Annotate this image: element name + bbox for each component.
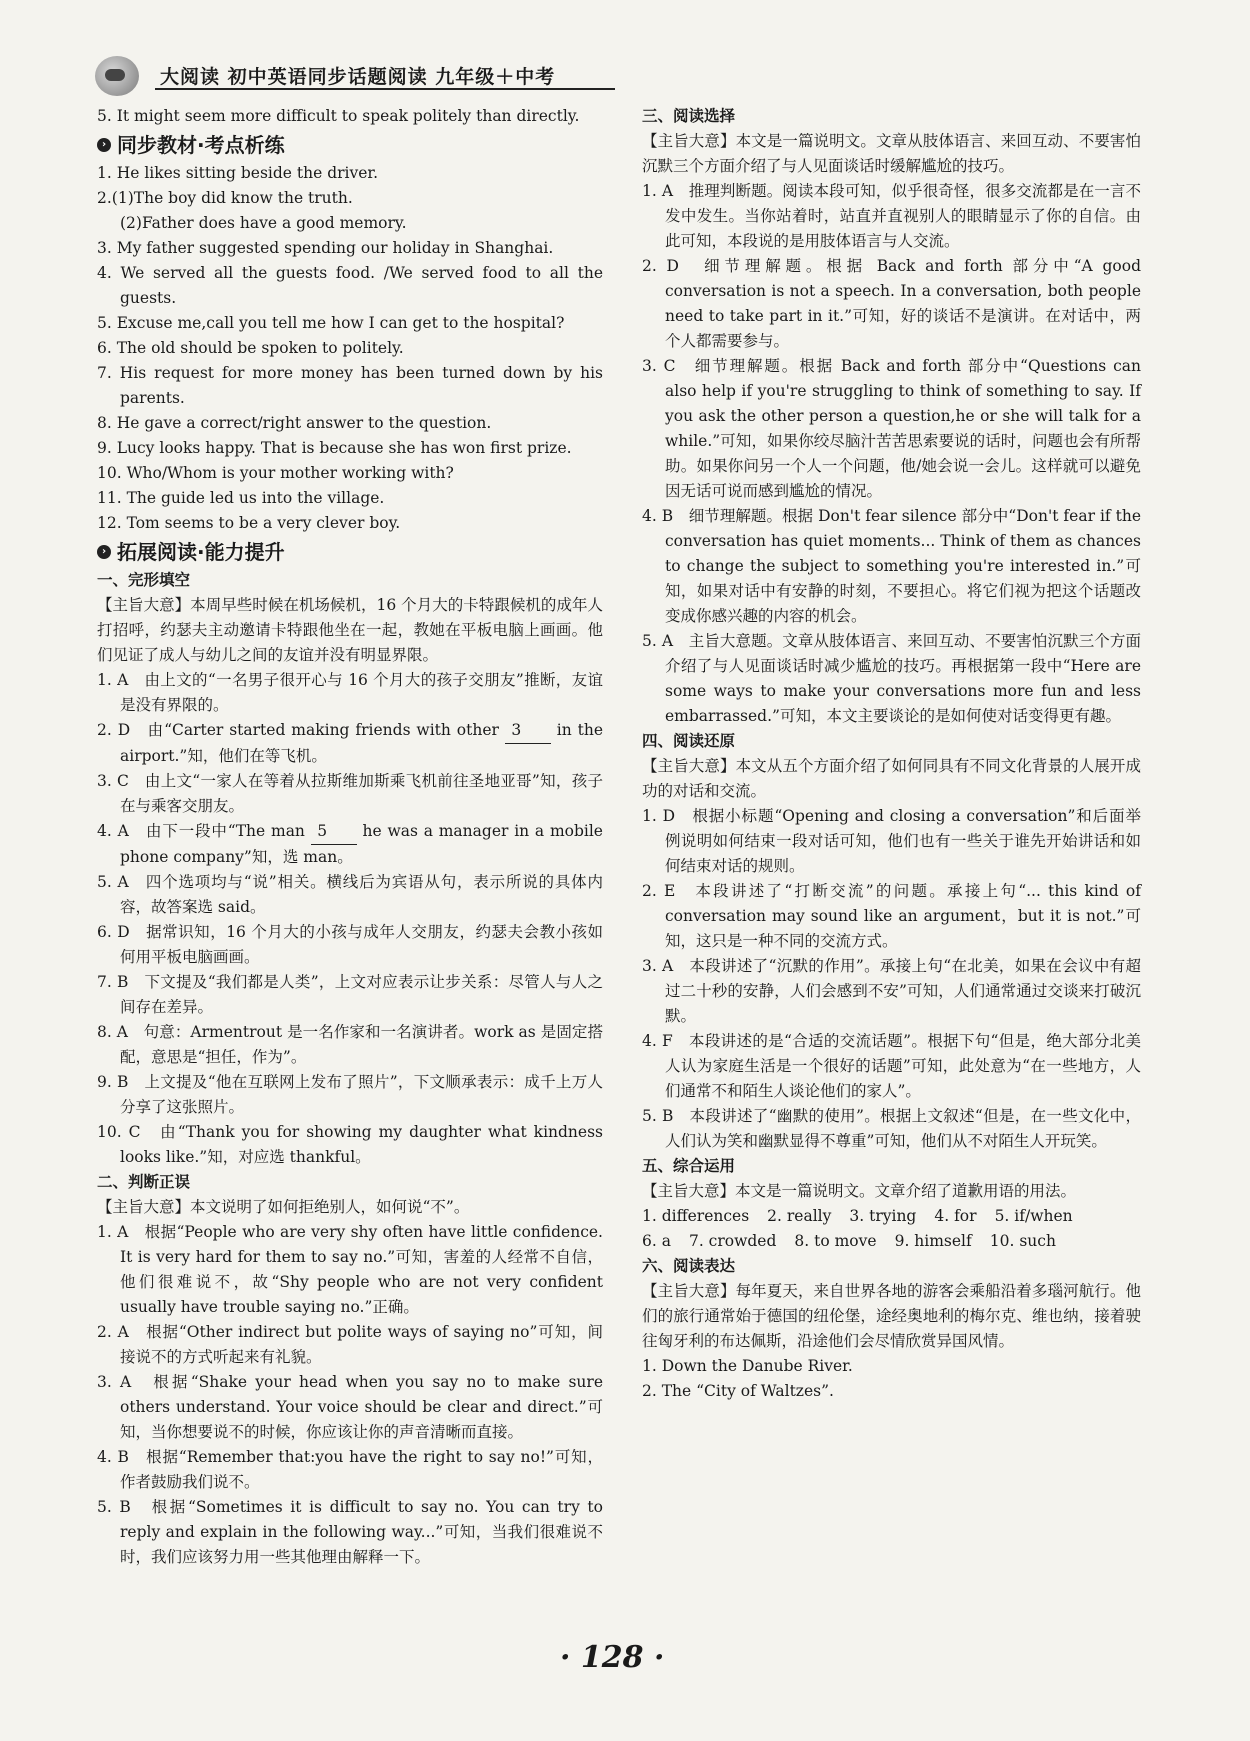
bullet-arrow-icon: › (97, 545, 111, 559)
answer-item: 12. Tom seems to be a very clever boy. (97, 514, 401, 532)
answer-item: 10. Who/Whom is your mother working with? (97, 464, 454, 482)
part-title: 四、阅读还原 (642, 732, 736, 750)
page-number: · 128 · (560, 1640, 665, 1675)
answer-item: 10. C 由“Thank you for showing my daughter what kindness looks like.”知，对应选 thankful。 (97, 1123, 603, 1166)
answer-item: 6. The old should be spoken to politely. (97, 339, 404, 357)
answer-item: 5. B 本段讲述了“幽默的使用”。根据上文叙述“但是，在一些文化中，人们认为笑和幽默显得不尊重”可知，他们从不对陌生人开玩笑。 (642, 1107, 1141, 1150)
answer-item: 2. A 根据“Other indirect but polite ways of saying no”可知，间接说不的方式听起来有礼貌。 (97, 1323, 603, 1366)
answer-item: 5. Excuse me,call you tell me how I can get to the hospital? (97, 314, 565, 332)
answer-item: (2)Father does have a good memory. (120, 214, 407, 232)
answer-item: 5. A 主旨大意题。文章从肢体语言、来回互动、不要害怕沉默三个方面介绍了与人见面谈话时减少尴尬的技巧。再根据第一段中“Here are some ways to make your conversations more fun and less embarrassed.”可知，本文主要谈论的是如何使对话变得更有趣。 (642, 632, 1141, 725)
main-idea: 【主旨大意】本文是一篇说明文。文章介绍了道歉用语的用法。 (642, 1182, 1077, 1200)
header-rule (155, 88, 615, 90)
answer-item: 8. A 句意：Armentrout 是一名作家和一名演讲者。work as 是固定搭配，意思是“担任，作为”。 (97, 1023, 603, 1066)
answer-item: 3. My father suggested spending our holiday in Shanghai. (97, 239, 554, 257)
part-title: 六、阅读表达 (642, 1257, 736, 1275)
section-heading: › 拓展阅读·能力提升 (97, 536, 603, 568)
answer-item: 9. B 上文提及“他在互联网上发布了照片”，下文顺承表示：成千上万人分享了这张照片。 (97, 1073, 603, 1116)
answer-item: 6. D 据常识知，16 个月大的小孩与成年人交朋友，约瑟夫会教小孩如何用平板电脑画画。 (97, 923, 603, 966)
answer-item: 2. The “City of Waltzes”. (642, 1382, 834, 1400)
answer-item: 1. A 推理判断题。阅读本段可知，似乎很奇怪，很多交流都是在一言不发中发生。当你站着时，站直并直视别人的眼睛显示了你的自信。由此可知，本段说的是用肢体语言与人交流。 (642, 182, 1141, 250)
word-answers-row (642, 1229, 1141, 1254)
answer-item: 2. D 由“Carter started making friends with other 3 in the airport.”知，他们在等飞机。 (97, 718, 603, 769)
answer-item: 7. B 下文提及“我们都是人类”，上文对应表示让步关系：尽管人与人之间存在差异。 (97, 973, 603, 1016)
answer-item: 2. D 细节理解题。根据 Back and forth 部分中“A good conversation is not a speech. In a conversation, both people need to take part in it.”可知，好的谈话不是演讲。在对话中，两个人都需要参与。 (642, 257, 1141, 350)
main-idea: 【主旨大意】本文从五个方面介绍了如何同具有不同文化背景的人展开成功的对话和交流。 (642, 757, 1141, 800)
main-idea: 【主旨大意】每年夏天，来自世界各地的游客会乘船沿着多瑙河航行。他们的旅行通常始于德国的纽伦堡，途经奥地利的梅尔克、维也纳，接着驶往匈牙利的布达佩斯，沿途他们会尽情欣赏异国风情。 (642, 1282, 1141, 1350)
carry-over-line: 5. It might seem more difficult to speak politely than directly. (97, 107, 580, 125)
answer-item: 1. D 根据小标题“Opening and closing a conversation”和后面举例说明如何结束一段对话可知，他们也有一些关于谁先开始讲话和如何结束对话的规则。 (642, 807, 1141, 875)
main-idea: 【主旨大意】本文是一篇说明文。文章从肢体语言、来回互动、不要害怕沉默三个方面介绍了与人见面谈话时缓解尴尬的技巧。 (642, 132, 1141, 175)
word-answer: 8. to move (794, 1232, 877, 1250)
left-column (97, 104, 603, 1570)
word-answer: 4. for (934, 1207, 977, 1225)
part-title: 三、阅读选择 (642, 107, 736, 125)
answer-item: 9. Lucy looks happy. That is because she has won first prize. (97, 439, 572, 457)
word-answer: 9. himself (894, 1232, 972, 1250)
answer-item: 7. His request for more money has been turned down by his parents. (97, 364, 603, 407)
answer-item: 1. A 由上文的“一名男子很开心与 16 个月大的孩子交朋友”推断，友谊是没有界限的。 (97, 671, 603, 714)
word-answer: 6. a (642, 1232, 671, 1250)
word-answer: 10. such (989, 1232, 1056, 1250)
answer-item: 8. He gave a correct/right answer to the question. (97, 414, 492, 432)
answer-item: 1. A 根据“People who are very shy often have little confidence. It is very hard for them to say no.”可知，害羞的人经常不自信，他们很难说不，故“Shy people who are not very confident usually have trouble saying no.”正确。 (97, 1223, 603, 1316)
main-idea: 【主旨大意】本周早些时候在机场候机，16 个月大的卡特跟候机的成年人打招呼，约瑟夫主动邀请卡特跟他坐在一起，教她在平板电脑上画画。他们见证了成人与幼儿之间的友谊并没有明显界限。 (97, 596, 603, 664)
answer-item: 3. A 本段讲述了“沉默的作用”。承接上句“在北美，如果在会议中有超过二十秒的安静，人们会感到不安”可知，人们通常通过交谈来打破沉默。 (642, 957, 1141, 1025)
answer-item: 4. A 由下一段中“The man 5 he was a manager in a mobile phone company”知，选 man。 (97, 819, 603, 870)
answer-item: 4. B 细节理解题。根据 Don't fear silence 部分中“Don't fear if the conversation has quiet moments... Think of them as chances to change the subject to something you're interested in.”可知，如果对话中有安静的时刻，不要担心。将它们视为把这个话题改变成你感兴趣的内容的机会。 (642, 507, 1141, 625)
part-title: 一、完形填空 (97, 571, 191, 589)
answer-item: 1. He likes sitting beside the driver. (97, 164, 379, 182)
answer-item: 3. C 细节理解题。根据 Back and forth 部分中“Questions can also help if you're struggling to think of something to say. If you ask the other person a question,he or she will talk for a while.”可知，如果你绞尽脑汁苦苦思索要说的话时，问题也会有所帮助。如果你问另一个人一个问题，他/她会说一会儿。这样就可以避免因无话可说而感到尴尬的情况。 (642, 357, 1141, 500)
part-title: 二、判断正误 (97, 1173, 191, 1191)
answer-item: 3. A 根据“Shake your head when you say no to make sure others understand. Your voice should be clear and direct.”可知，当你想要说不的时候，你应该让你的声音清晰而直接。 (97, 1373, 603, 1441)
right-column (642, 104, 1141, 1404)
running-header (95, 58, 615, 94)
answer-item: 4. We served all the guests food. /We served food to all the guests. (97, 264, 603, 307)
word-answer: 7. crowded (688, 1232, 777, 1250)
answer-item: 1. Down the Danube River. (642, 1357, 853, 1375)
word-answers-row (642, 1204, 1141, 1229)
word-answer: 3. trying (849, 1207, 917, 1225)
book-logo-icon (95, 56, 139, 96)
word-answer: 2. really (767, 1207, 832, 1225)
answer-item: 4. B 根据“Remember that:you have the right to say no!”可知，作者鼓励我们说不。 (97, 1448, 603, 1491)
answer-item: 2.(1)The boy did know the truth. (97, 189, 353, 207)
bullet-arrow-icon: › (97, 138, 111, 152)
main-idea: 【主旨大意】本文说明了如何拒绝别人，如何说“不”。 (97, 1198, 470, 1216)
section-heading: › 同步教材·考点析练 (97, 129, 603, 161)
answer-item: 11. The guide led us into the village. (97, 489, 385, 507)
answer-item: 5. B 根据“Sometimes it is difficult to say no. You can try to reply and explain in the following way...”可知，当我们很难说不时，我们应该努力用一些其他理由解释一下。 (97, 1498, 603, 1566)
answer-item: 2. E 本段讲述了“打断交流”的问题。承接上句“... this kind of conversation may sound like an argument，but it is not.”可知，这只是一种不同的交流方式。 (642, 882, 1141, 950)
answer-item: 4. F 本段讲述的是“合适的交流话题”。根据下句“但是，绝大部分北美人认为家庭生活是一个很好的话题”可知，此处意为“在一些地方，人们通常不和陌生人谈论他们的家人”。 (642, 1032, 1141, 1100)
answer-item: 3. C 由上文“一家人在等着从拉斯维加斯乘飞机前往圣地亚哥”知，孩子在与乘客交朋友。 (97, 772, 603, 815)
part-title: 五、综合运用 (642, 1157, 736, 1175)
word-answer: 1. differences (642, 1207, 750, 1225)
answer-item: 5. A 四个选项均与“说”相关。横线后为宾语从句，表示所说的具体内容，故答案选 said。 (97, 873, 603, 916)
header-title: 大阅读 初中英语同步话题阅读 九年级＋中考 (160, 66, 556, 88)
word-answer: 5. if/when (994, 1207, 1073, 1225)
